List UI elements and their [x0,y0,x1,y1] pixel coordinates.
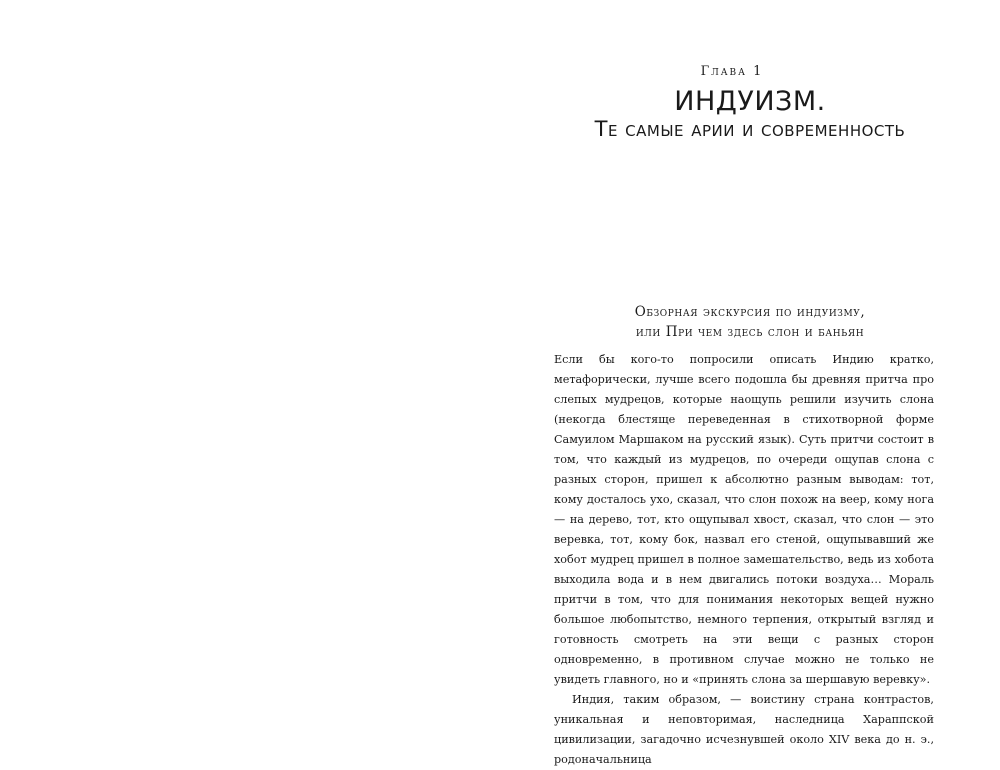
left-page-blank [0,0,500,712]
chapter-label: Глава 1 [700,64,764,79]
section-title-line2: или При чем здесь слон и баньян [635,324,865,340]
chapter-title-main: ИНДУИЗМ. [674,86,826,117]
paragraph-1: Если бы кого-то попросили описать Индию кратко, метафорически, лучше всего подошла бы древняя притча про слепых мудрецов, которые наощупь решили изучить слона (некогда блестяще переведенная в стихотворной форме Самуилом Маршаком на русский язык). Суть притчи состоит в том, что каждый из мудрецов, по очереди ощупав слона с разных сторон, пришел к абсолютно разным выводам: тот, кому досталось ухо, сказал, что слон похож на веер, кому нога — на дерево, тот, кто ощупывал хвост, сказал, что слон — это веревка, тот, кому бок, назвал его стеной, ощупывавший же хобот мудрец пришел в полное замешательство, ведь из хобота выходила вода и в нем двигались потоки воздуха… Мораль притчи в том, что для понимания некоторых вещей нужно большое любопытство, немного терпения, открытый взгляд и готовность смотреть на эти вещи с разных сторон одновременно, в противном случае можно не только не увидеть главного, но и «принять слона за шершавую веревку». [554,353,934,686]
chapter-title [500,88,1000,140]
section-title-line1: Обзорная экскурсия по индуизму, [634,304,866,320]
chapter-title-subtitle: Те самые арии и современность [594,117,906,142]
body-text [554,350,934,770]
right-page [500,0,1000,766]
section-title [500,302,1000,342]
paragraph-2: Индия, таким образом, — воистину страна контрастов, уникальная и неповторимая, наследница Хараппской цивилизации, загадочно исчезнувшей около XIV века до н. э., родоначальница [554,693,934,766]
